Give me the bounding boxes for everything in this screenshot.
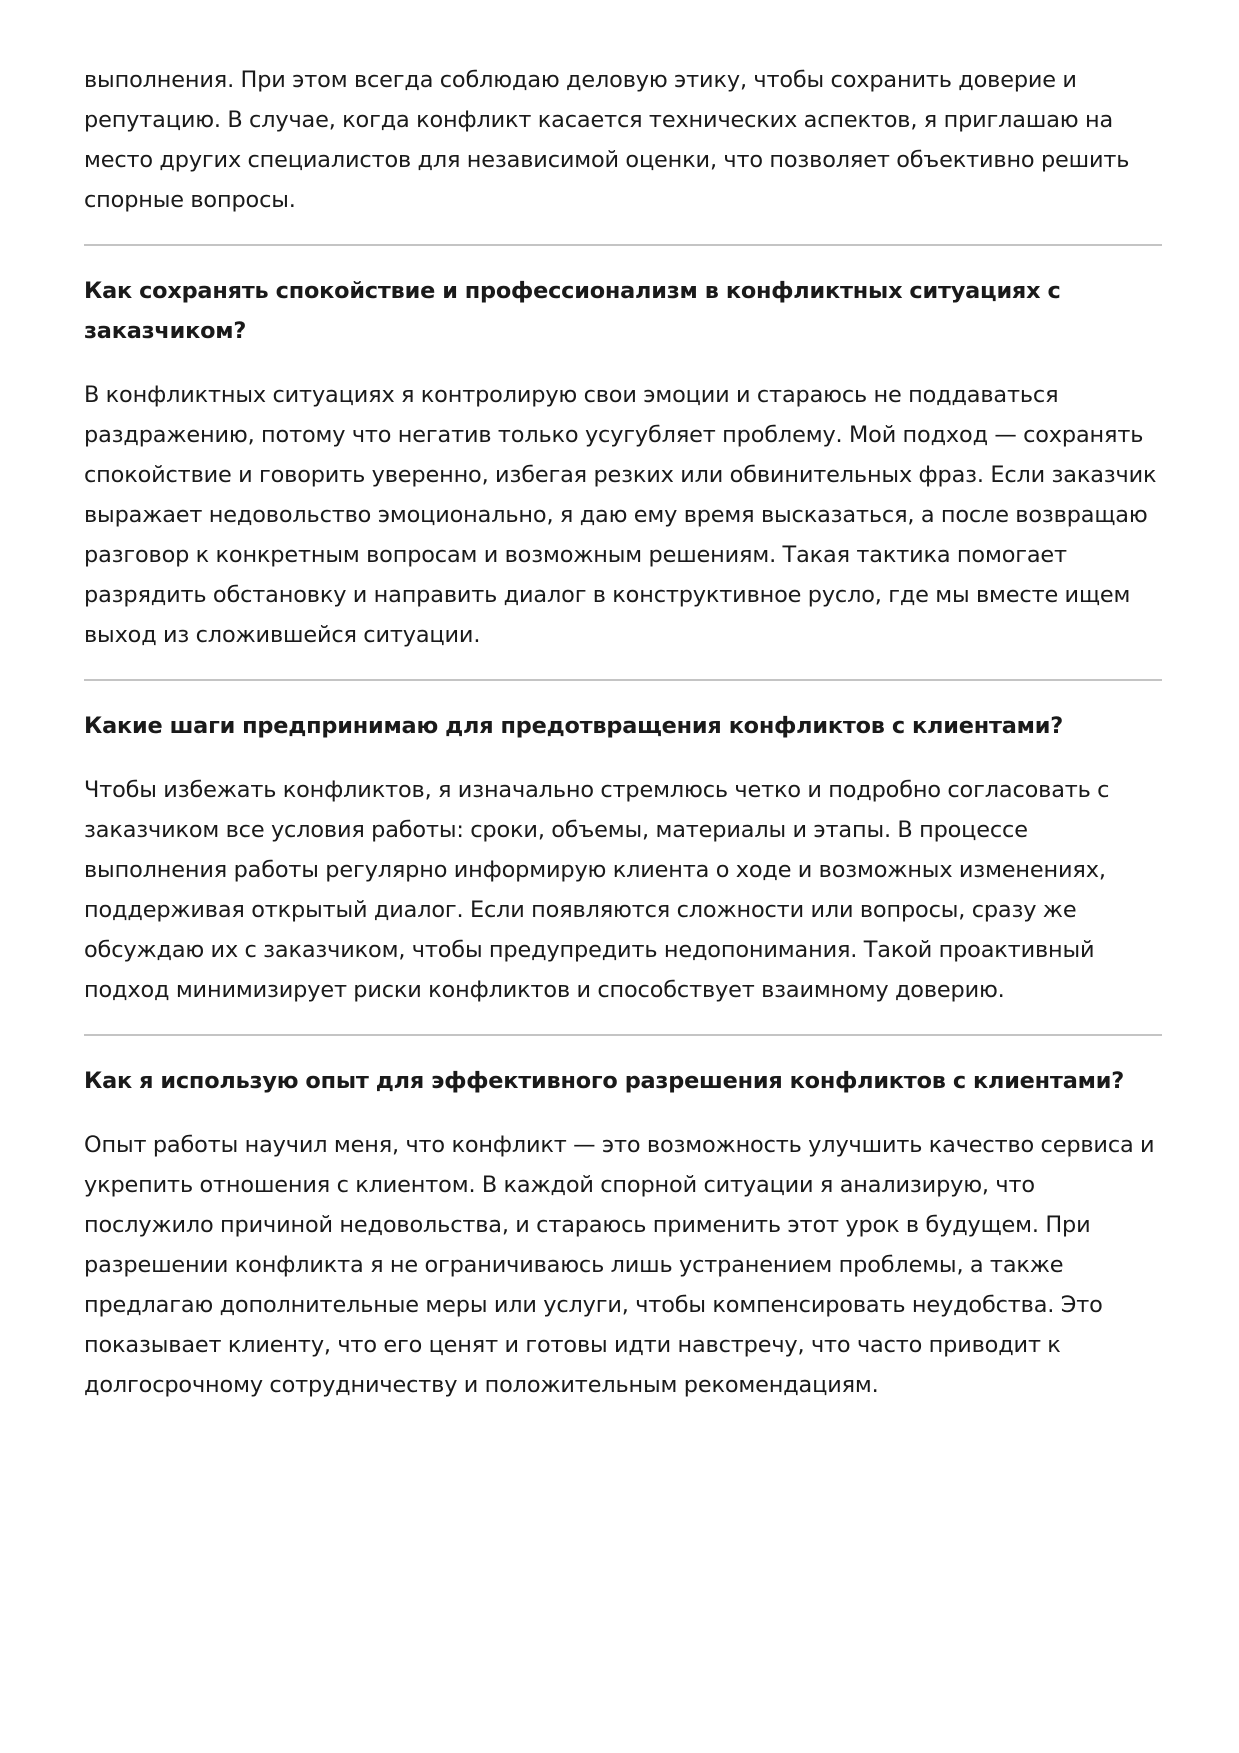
section-divider	[84, 244, 1162, 246]
section-question: Как я использую опыт для эффективного разрешения конфликтов с клиентами?	[84, 1068, 1124, 1094]
intro-paragraph: выполнения. При этом всегда соблюдаю деловую этику, чтобы сохранить доверие и репутацию. В случае, когда конфликт касается технических аспектов, я приглашаю на место других специалистов для независимой оценки, что позволяет объективно решить спорные вопросы.	[84, 67, 1130, 213]
section-question: Какие шаги предпринимаю для предотвращения конфликтов с клиентами?	[84, 713, 1064, 739]
qa-section-1	[84, 244, 1163, 655]
section-answer: В конфликтных ситуациях я контролирую свои эмоции и стараюсь не поддаваться раздражению, потому что негатив только усугубляет проблему. Мой подход — сохранять спокойствие и говорить уверенно, избегая резких или обвинительных фраз. Если заказчик выражает недовольство эмоционально, я даю ему время высказаться, а после возвращаю разговор к конкретным вопросам и возможным решениям. Такая тактика помогает разрядить обстановку и направить диалог в конструктивное русло, где мы вместе ищем выход из сложившейся ситуации.	[84, 382, 1157, 648]
section-question: Как сохранять спокойствие и профессионализм в конфликтных ситуациях с заказчиком?	[84, 278, 1061, 344]
qa-section-2	[84, 679, 1163, 1010]
section-answer: Опыт работы научил меня, что конфликт — это возможность улучшить качество сервиса и укрепить отношения с клиентом. В каждой спорной ситуации я анализирую, что послужило причиной недовольства, и стараюсь применить этот урок в будущем. При разрешении конфликта я не ограничиваюсь лишь устранением проблемы, а также предлагаю дополнительные меры или услуги, чтобы компенсировать неудобства. Это показывает клиенту, что его ценят и готовы идти навстречу, что часто приводит к долгосрочному сотрудничеству и положительным рекомендациям.	[84, 1132, 1155, 1398]
section-divider	[84, 1034, 1162, 1036]
qa-section-3	[84, 1034, 1163, 1405]
section-answer: Чтобы избежать конфликтов, я изначально стремлюсь четко и подробно согласовать с заказчиком все условия работы: сроки, объемы, материалы и этапы. В процессе выполнения работы регулярно информирую клиента о ходе и возможных изменениях, поддерживая открытый диалог. Если появляются сложности или вопросы, сразу же обсуждаю их с заказчиком, чтобы предупредить недопонимания. Такой проактивный подход минимизирует риски конфликтов и способствует взаимному доверию.	[84, 777, 1110, 1003]
section-divider	[84, 679, 1162, 681]
